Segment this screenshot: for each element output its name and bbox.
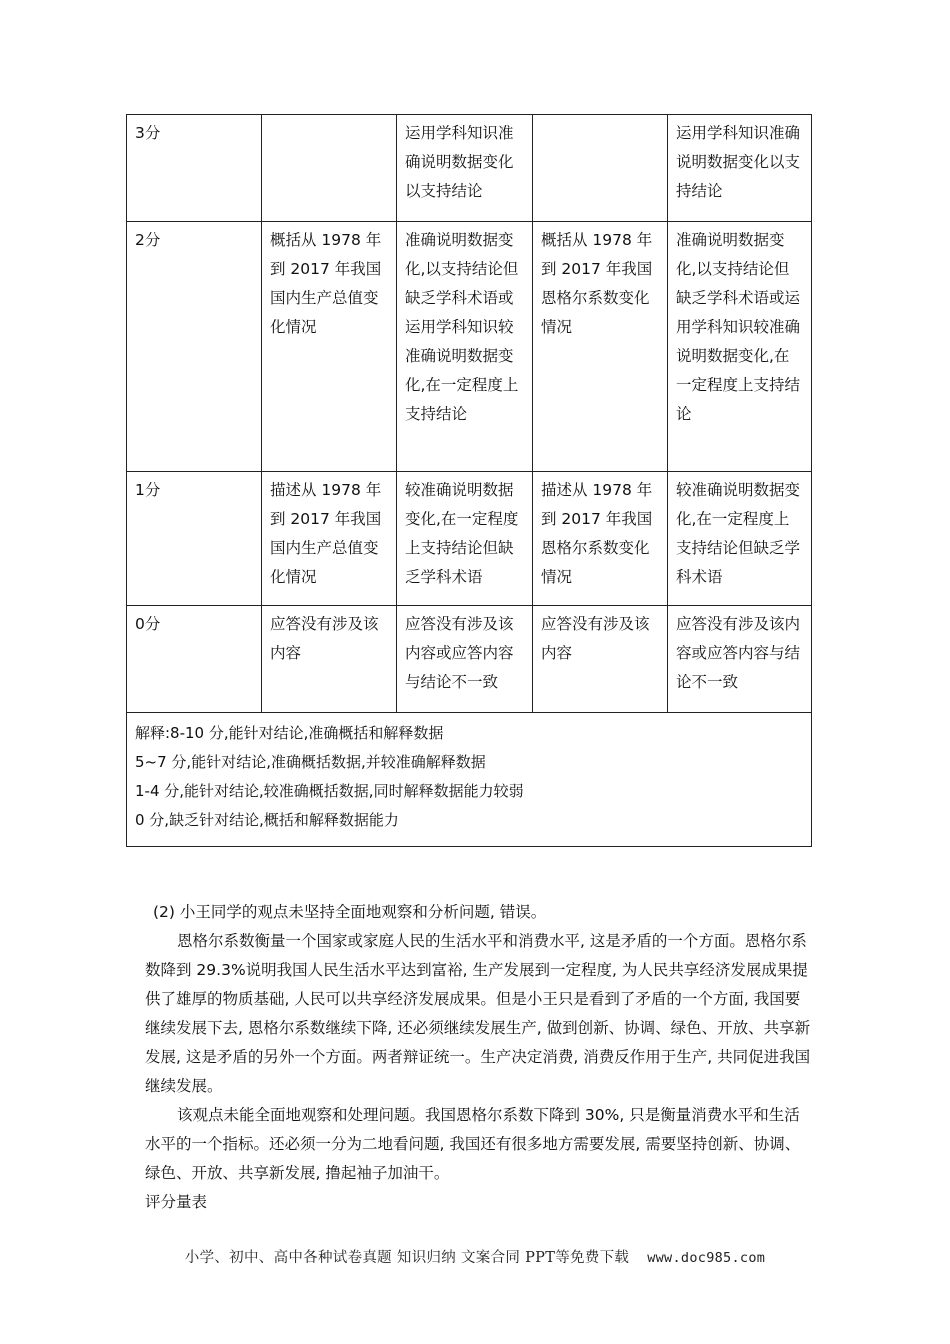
score-cell: 3分 (127, 115, 262, 222)
table-row (127, 115, 812, 222)
table-cell: 描述从 1978 年到 2017 年我国国内生产总值变化情况 (262, 472, 397, 606)
table-cell: 准确说明数据变化,以支持结论但缺乏学科术语或运用学科知识较准确说明数据变化,在一定程度上支持结论 (397, 222, 533, 472)
footer-text: 小学、初中、高中各种试卷真题 知识归纳 文案合同 PPT等免费下载 (184, 1250, 630, 1266)
note-line: 5~7 分,能针对结论,准确概括数据,并较准确解释数据 (135, 753, 486, 771)
table-cell: 概括从 1978 年到 2017 年我国国内生产总值变化情况 (262, 222, 397, 472)
table-cell: 应答没有涉及该内容 (262, 606, 397, 713)
notes-cell (127, 713, 812, 847)
score-cell: 1分 (127, 472, 262, 606)
table-row (127, 222, 812, 472)
table-cell: 准确说明数据变化,以支持结论但缺乏学科术语或运用学科知识较准确说明数据变化,在一定程度上支持结论 (668, 222, 812, 472)
note-line: 解释:8-10 分,能针对结论,准确概括和解释数据 (135, 724, 444, 742)
answer-paragraph: 该观点未能全面地观察和处理问题。我国恩格尔系数下降到 30%, 只是衡量消费水平和生活水平的一个指标。还必须一分为二地看问题, 我国还有很多地方需要发展, 需要坚持创新、协调、绿色、开放、共享新发展, 撸起袖子加油干。 (145, 1106, 801, 1182)
note-line: 0 分,缺乏针对结论,概括和解释数据能力 (135, 811, 399, 829)
score-cell: 0分 (127, 606, 262, 713)
note-line: 1-4 分,能针对结论,较准确概括数据,同时解释数据能力较弱 (135, 782, 524, 800)
notes-row (127, 713, 812, 847)
footer-url[interactable]: www.doc985.com (647, 1250, 766, 1266)
table-cell: 较准确说明数据变化,在一定程度上支持结论但缺乏学科术语 (397, 472, 533, 606)
table-cell: 运用学科知识准确说明数据变化以支持结论 (668, 115, 812, 222)
table-cell: 应答没有涉及该内容或应答内容与结论不一致 (668, 606, 812, 713)
table-cell: 运用学科知识准确说明数据变化以支持结论 (397, 115, 533, 222)
table-row (127, 606, 812, 713)
table-cell (533, 115, 668, 222)
table-cell: 应答没有涉及该内容 (533, 606, 668, 713)
answer-paragraph: 恩格尔系数衡量一个国家或家庭人民的生活水平和消费水平, 这是矛盾的一个方面。恩格尔系数降到 29.3%说明我国人民生活水平达到富裕, 生产发展到一定程度, 为人民共享经济发展成果提供了雄厚的物质基础, 人民可以共享经济发展成果。但是小王只是看到了矛盾的一个方面, 我国要继续发展下去, 恩格尔系数继续下降, 还必须继续发展生产, 做到创新、协调、绿色、开放、共享新发展, 这是矛盾的另外一个方面。两者辩证统一。生产决定消费, 消费反作用于生产, 共同促进我国继续发展。 (145, 932, 811, 1095)
rubric-label: 评分量表 (145, 1193, 208, 1211)
scoring-table (126, 114, 812, 847)
question-2-answer: (2) 小王同学的观点未坚持全面地观察和分析问题, 错误。 (153, 903, 547, 921)
table-cell (262, 115, 397, 222)
table-cell: 描述从 1978 年到 2017 年我国恩格尔系数变化情况 (533, 472, 668, 606)
footer (0, 1246, 950, 1267)
table-cell: 应答没有涉及该内容或应答内容与结论不一致 (397, 606, 533, 713)
table-row (127, 472, 812, 606)
answer-section (145, 898, 813, 1217)
table-cell: 概括从 1978 年到 2017 年我国恩格尔系数变化情况 (533, 222, 668, 472)
score-cell: 2分 (127, 222, 262, 472)
table-cell: 较准确说明数据变化,在一定程度上支持结论但缺乏学科术语 (668, 472, 812, 606)
